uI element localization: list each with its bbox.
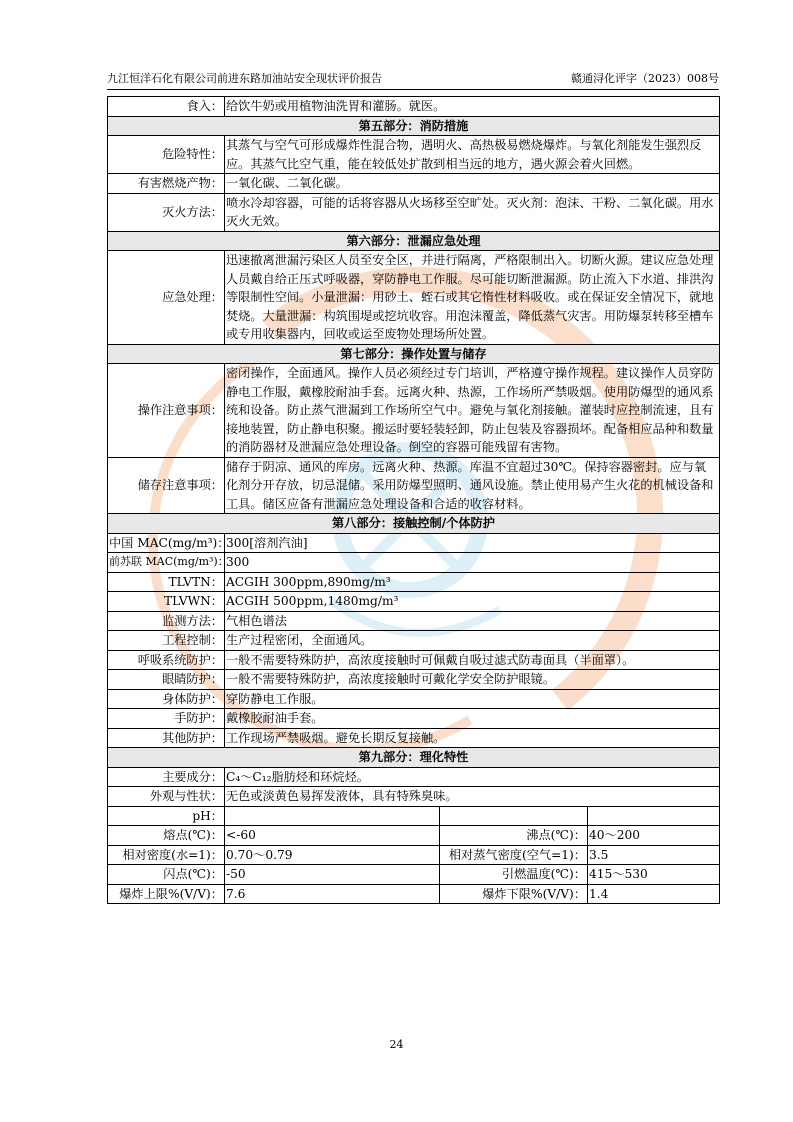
section-header-row [108,748,720,768]
table-row [108,826,720,846]
section-header-row [108,514,720,534]
row-value: 其蒸气与空气可形成爆炸性混合物，遇明火、高热极易燃烧爆炸。与氧化剂能发生强烈反应。其蒸气比空气重，能在较低处扩散到相当远的地方，遇火源会着火回燃。 [225,136,720,174]
row-value: 一般不需要特殊防护，高浓度接触时可佩戴自吸过滤式防毒面具（半面罩）。 [225,650,720,670]
table-row [108,689,720,709]
row-label: 手防护： [108,709,225,729]
section-header-row [108,116,720,136]
row-label: pH： [108,806,225,826]
table-row [108,174,720,194]
row-label: 储存注意事项： [108,457,225,514]
row-value: 迅速撤离泄漏污染区人员至安全区，并进行隔离，严格限制出入。切断火源。建议应急处理人员戴自给正压式呼吸器，穿防静电工作服。尽可能切断泄漏源。防止流入下水道、排洪沟等限制性空间。小量泄漏：用砂土、蛭石或其它惰性材料吸收。或在保证安全情况下，就地焚烧。大量泄漏：构筑围堤或挖坑收容。用泡沫覆盖，降低蒸气灾害。用防爆泵转移至槽车或专用收集器内，回收或运至废物处理场所处置。 [225,251,720,345]
row-label-2: 相对蒸气密度(空气=1)： [440,845,588,865]
row-value: 一般不需要特殊防护，高浓度接触时可戴化学安全防护眼镜。 [225,670,720,690]
row-label: 监测方法： [108,611,225,631]
row-label-2: 爆炸下限%(V/V)： [440,884,588,904]
row-label: 爆炸上限%(V/V)： [108,884,225,904]
table-row [108,592,720,612]
section-title-6: 第六部分：泄漏应急处理 [108,231,720,251]
section-title-8: 第八部分：接触控制/个体防护 [108,514,720,534]
row-value: 喷水冷却容器，可能的话将容器从火场移至空旷处。灭火剂：泡沫、干粉、二氧化碳。用水灭火无效。 [225,193,720,231]
table-row [108,865,720,885]
row-label: 相对密度(水=1)： [108,845,225,865]
row-label: 应急处理： [108,251,225,345]
section-title-9: 第九部分：理化特性 [108,748,720,768]
table-row [108,533,720,553]
row-value: C₄～C₁₂脂肪烃和环烷烃。 [225,767,720,787]
row-value: <-60 [225,826,440,846]
row-label: 身体防护： [108,689,225,709]
table-row [108,709,720,729]
row-label-2: 引燃温度(℃)： [440,865,588,885]
row-label: 主要成分： [108,767,225,787]
table-row [108,845,720,865]
page-header [107,72,719,88]
table-row [108,457,720,514]
row-label: 危险特性： [108,136,225,174]
row-label: 有害燃烧产物： [108,174,225,194]
row-value: 7.6 [225,884,440,904]
row-value: 300[溶剂汽油] [225,533,720,553]
row-value: 300 [225,553,720,573]
row-label-2 [440,806,588,826]
row-label: 眼睛防护： [108,670,225,690]
section-title-7: 第七部分：操作处置与储存 [108,344,720,364]
row-label: 其他防护： [108,728,225,748]
table-row [108,572,720,592]
section-header-row [108,344,720,364]
report-title: 九江恒洋石化有限公司前进东路加油站安全现状评价报告 [107,72,382,85]
row-label: 灭火方法： [108,193,225,231]
row-value: 给饮牛奶或用植物油洗胃和灌肠。就医。 [225,97,720,117]
table-row [108,767,720,787]
row-label: 外观与性状： [108,787,225,807]
section-header-row [108,231,720,251]
table-row [108,251,720,345]
row-value: 工作现场严禁吸烟。避免长期反复接触。 [225,728,720,748]
table-row [108,136,720,174]
row-label: 中国 MAC(mg/m³)： [108,533,225,553]
row-label: 呼吸系统防护： [108,650,225,670]
row-value: 戴橡胶耐油手套。 [225,709,720,729]
table-row [108,611,720,631]
row-value: ACGIH 300ppm,890mg/m³ [225,572,720,592]
row-value: 气相色谱法 [225,611,720,631]
row-label: 食入： [108,97,225,117]
table-row [108,728,720,748]
row-value-2: 3.5 [588,845,720,865]
table-row [108,364,720,458]
row-value-2: 1.4 [588,884,720,904]
table-row [108,806,720,826]
row-label: 工程控制： [108,631,225,651]
msds-table [107,96,720,904]
row-value: 穿防静电工作服。 [225,689,720,709]
table-row [108,884,720,904]
row-value [225,806,440,826]
row-value-2: 40～200 [588,826,720,846]
row-value: 生产过程密闭，全面通风。 [225,631,720,651]
header-rule [107,89,719,90]
table-row [108,631,720,651]
report-number: 赣通浔化评字（2023）008号 [571,72,719,85]
row-label: 前苏联 MAC(mg/m³)： [108,553,225,573]
row-label: TLVWN： [108,592,225,612]
row-value: 储存于阴凉、通风的库房。远离火种、热源。库温不宜超过30℃。保持容器密封。应与氧化剂分开存放，切忌混储。采用防爆型照明、通风设施。禁止使用易产生火花的机械设备和工具。储区应备有泄漏应急处理设备和合适的收容材料。 [225,457,720,514]
table-row [108,670,720,690]
row-label: TLVTN： [108,572,225,592]
row-label-2: 沸点(℃)： [440,826,588,846]
row-label: 闪点(℃)： [108,865,225,885]
table-row [108,650,720,670]
row-value: 一氧化碳、二氧化碳。 [225,174,720,194]
row-label: 操作注意事项： [108,364,225,458]
row-value: 0.70～0.79 [225,845,440,865]
row-value-2: 415～530 [588,865,720,885]
row-value: 无色或淡黄色易挥发液体，具有特殊臭味。 [225,787,720,807]
row-value: ACGIH 500ppm,1480mg/m³ [225,592,720,612]
table-row [108,787,720,807]
table-row [108,553,720,573]
row-value: 密闭操作，全面通风。操作人员必须经过专门培训，严格遵守操作规程。建议操作人员穿防静电工作服，戴橡胶耐油手套。远离火种、热源，工作场所严禁吸烟。使用防爆型的通风系统和设备。防止蒸气泄漏到工作场所空气中。避免与氧化剂接触。灌装时应控制流速，且有接地装置，防止静电积聚。搬运时要轻装轻卸，防止包装及容器损坏。配备相应品种和数量的消防器材及泄漏应急处理设备。倒空的容器可能残留有害物。 [225,364,720,458]
row-value-2 [588,806,720,826]
section-title-5: 第五部分：消防措施 [108,116,720,136]
page-number: 24 [389,1038,404,1051]
table-row [108,193,720,231]
table-row [108,97,720,117]
row-value: -50 [225,865,440,885]
row-label: 熔点(℃)： [108,826,225,846]
